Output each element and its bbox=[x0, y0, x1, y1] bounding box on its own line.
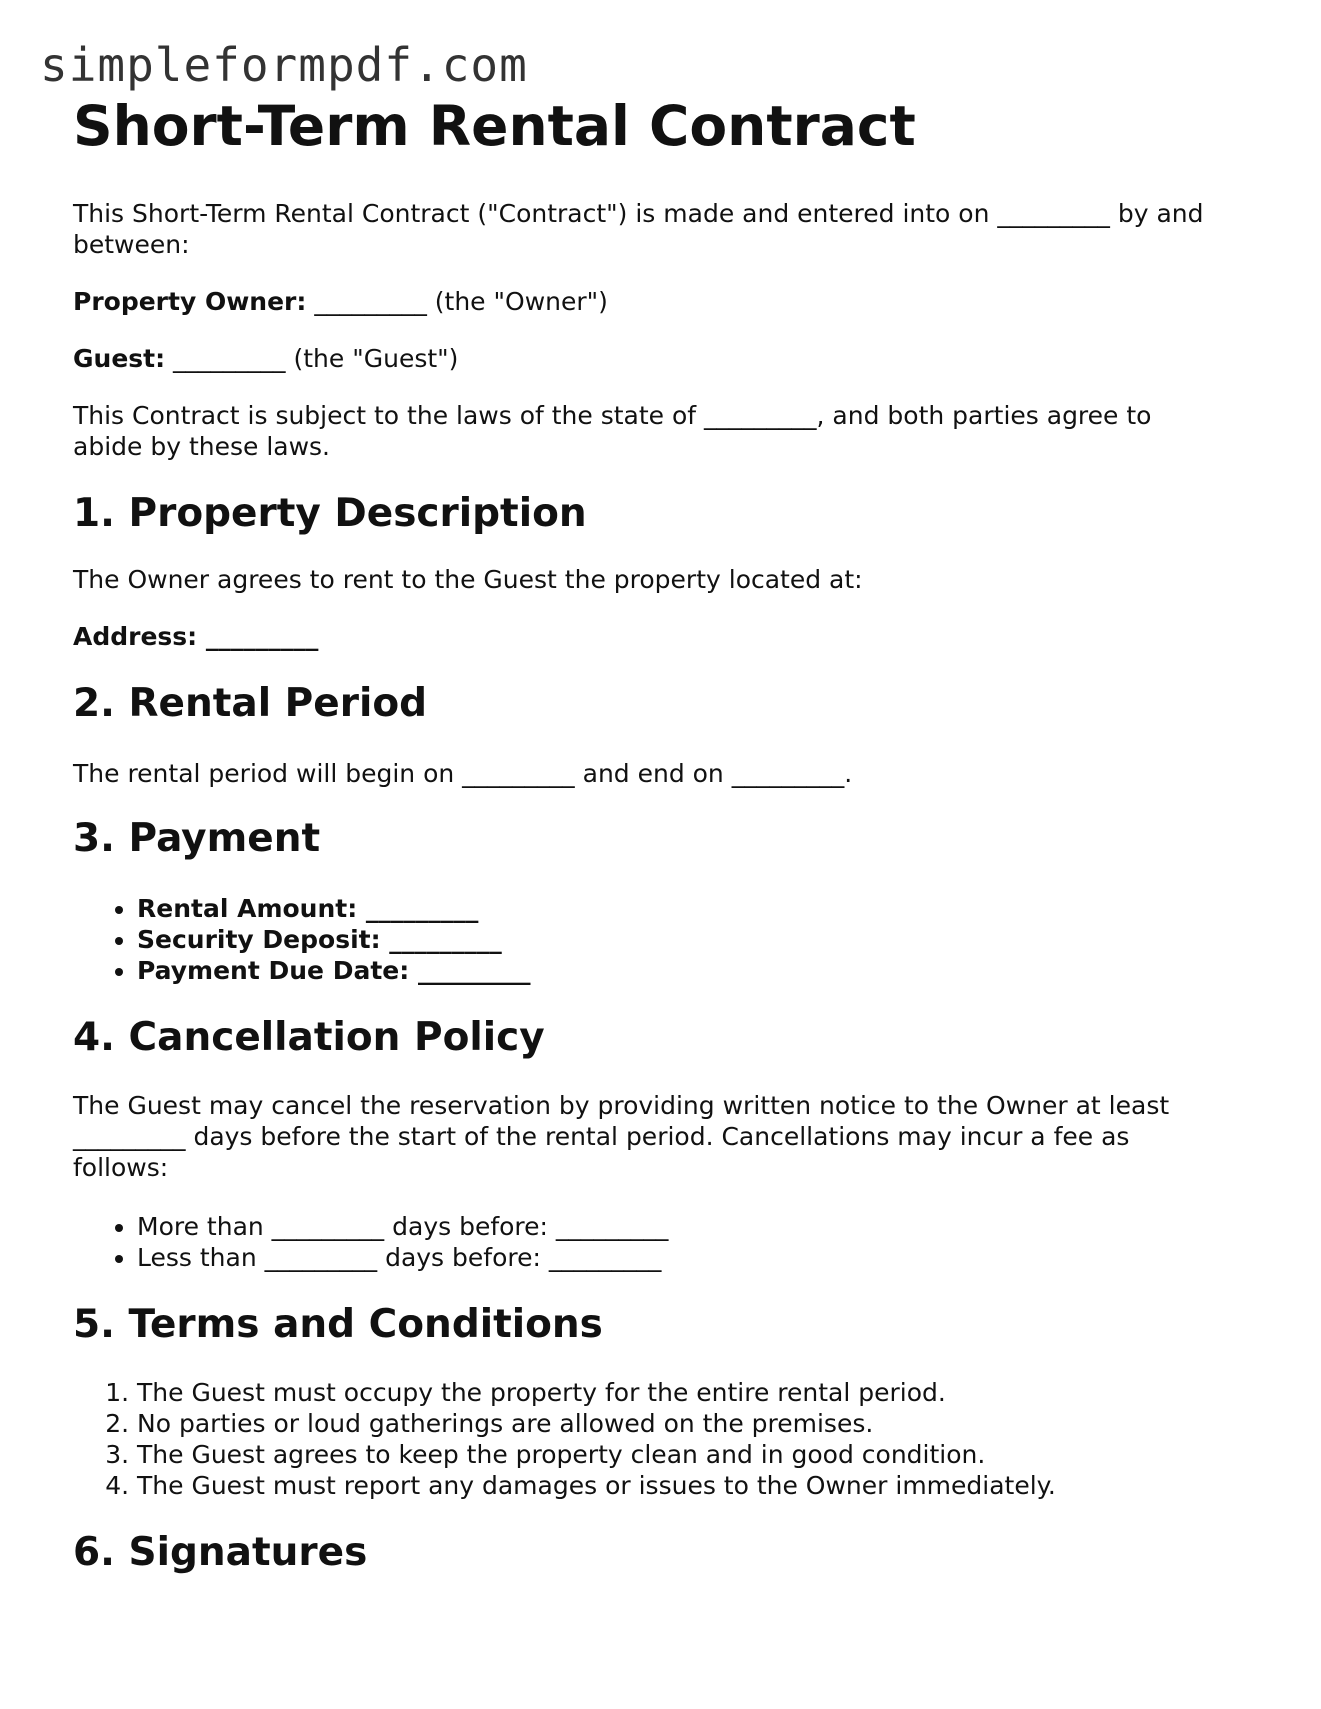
section-heading-payment: 3. Payment bbox=[73, 816, 321, 861]
section-heading-cancellation: 4. Cancellation Policy bbox=[73, 1015, 545, 1060]
list-item: 1. The Guest must occupy the property for the entire rental period. bbox=[137, 1377, 1223, 1408]
governing-law-paragraph: This Contract is subject to the laws of the state of _________, and both parties agree to abide by these laws. bbox=[73, 401, 1152, 461]
document-body bbox=[73, 94, 1223, 1577]
guest-label: Guest: bbox=[73, 344, 166, 373]
section-heading-signatures: 6. Signatures bbox=[73, 1530, 368, 1575]
payment-list bbox=[73, 893, 1223, 986]
guest-value: _________ (the "Guest") bbox=[165, 344, 459, 373]
guest-line bbox=[73, 343, 1223, 374]
owner-line bbox=[73, 286, 1223, 317]
intro-paragraph: This Short-Term Rental Contract ("Contract") is made and entered into on _________ by and between: bbox=[73, 199, 1204, 259]
rental-period-paragraph: The rental period will begin on _________ and end on _________. bbox=[73, 759, 853, 788]
cancellation-fee-list bbox=[73, 1211, 1223, 1273]
list-item: • More than _________ days before: _________ bbox=[137, 1211, 1223, 1242]
list-item: • Less than _________ days before: _________ bbox=[137, 1242, 1223, 1273]
terms-list bbox=[73, 1377, 1223, 1501]
page-title: Short-Term Rental Contract bbox=[73, 94, 916, 158]
owner-value: _________ (the "Owner") bbox=[306, 287, 608, 316]
list-item: • Rental Amount: _________ bbox=[137, 893, 1223, 924]
address-label: Address: bbox=[73, 622, 198, 651]
list-item: 2. No parties or loud gatherings are allowed on the premises. bbox=[137, 1408, 1223, 1439]
list-item: • Payment Due Date: _________ bbox=[137, 955, 1223, 986]
cancellation-paragraph: The Guest may cancel the reservation by providing written notice to the Owner at least _________ days before the start of the rental period. Cancellations may incur a fee as follows: bbox=[73, 1091, 1170, 1182]
address-value: _________ bbox=[197, 622, 319, 651]
list-item: 4. The Guest must report any damages or issues to the Owner immediately. bbox=[137, 1470, 1223, 1501]
address-line bbox=[73, 621, 1223, 652]
property-paragraph: The Owner agrees to rent to the Guest the property located at: bbox=[73, 565, 863, 594]
section-heading-rental-period: 2. Rental Period bbox=[73, 681, 428, 726]
section-heading-property: 1. Property Description bbox=[73, 491, 587, 536]
owner-label: Property Owner: bbox=[73, 287, 307, 316]
list-item: 3. The Guest agrees to keep the property clean and in good condition. bbox=[137, 1439, 1223, 1470]
section-heading-terms: 5. Terms and Conditions bbox=[73, 1302, 603, 1347]
watermark: simpleformpdf.com bbox=[40, 38, 528, 92]
list-item: • Security Deposit: _________ bbox=[137, 924, 1223, 955]
